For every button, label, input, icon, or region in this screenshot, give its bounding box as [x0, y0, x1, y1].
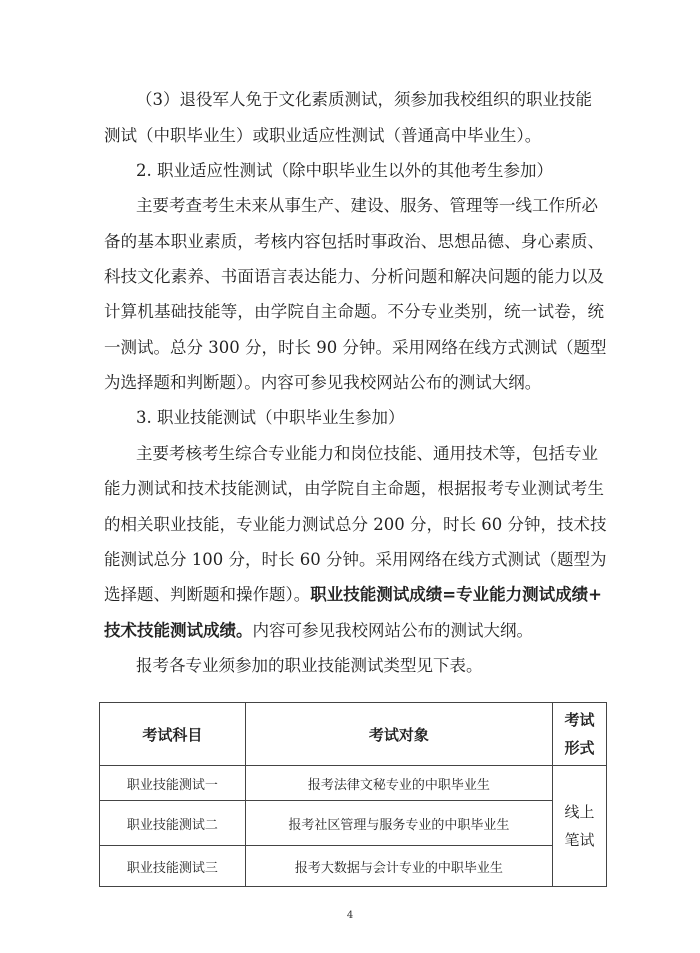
- paragraph-line: 备的基本职业素质，考核内容包括时事政治、思想品德、身心素质、: [104, 232, 604, 251]
- table-row: [100, 846, 607, 887]
- form-value-line1: 线上: [564, 803, 595, 821]
- paragraph-line: 为选择题和判断题）。内容可参见我校网站公布的测试大纲。: [104, 373, 542, 392]
- header-form-line1: 考试: [564, 711, 595, 729]
- header-subject: 考试科目: [100, 703, 246, 766]
- paragraph-line: [104, 619, 604, 643]
- exam-table: [99, 702, 607, 887]
- row-subject: 职业技能测试三: [100, 846, 246, 887]
- table-header-row: [100, 703, 607, 766]
- paragraph-line: [104, 583, 604, 607]
- paragraph-line: 能力测试和技术技能测试，由学院自主命题，根据报考专业测试考生: [104, 479, 604, 498]
- section-heading-3: 3. 职业技能测试（中职毕业生参加）: [136, 408, 405, 427]
- paragraph-line: （3）退役军人免于文化素质测试，须参加我校组织的职业技能: [136, 90, 592, 109]
- header-target: 考试对象: [245, 703, 552, 766]
- paragraph-line: 主要考查考生未来从事生产、建设、服务、管理等一线工作所必: [136, 196, 598, 215]
- paragraph-line: 的相关职业技能，专业能力测试总分 200 分，时长 60 分钟，技术技: [104, 515, 607, 534]
- bold-text: 职业技能测试成绩=专业能力测试成绩+: [310, 585, 602, 604]
- paragraph-line: 主要考核考生综合专业能力和岗位技能、通用技术等，包括专业: [136, 444, 598, 463]
- header-form-line2: 形式: [564, 739, 595, 757]
- paragraph-line: 一测试。总分 300 分，时长 90 分钟。采用网络在线方式测试（题型: [104, 338, 607, 357]
- row-target: 报考法律文秘专业的中职毕业生: [245, 766, 552, 801]
- paragraph-line: 测试（中职毕业生）或职业适应性测试（普通高中毕业生）。: [104, 126, 542, 145]
- plain-text: 内容可参见我校网站公布的测试大纲。: [252, 621, 533, 640]
- section-heading-2: 2. 职业适应性测试（除中职毕业生以外的其他考生参加）: [136, 161, 553, 180]
- row-target: 报考社区管理与服务专业的中职毕业生: [245, 801, 552, 846]
- bold-text: 技术技能测试成绩。: [104, 621, 253, 640]
- paragraph-line: 计算机基础技能等，由学院自主命题。不分专业类别，统一试卷，统: [104, 302, 604, 321]
- form-value-cell: [553, 766, 607, 887]
- table-row: [100, 766, 607, 801]
- row-subject: 职业技能测试一: [100, 766, 246, 801]
- row-subject: 职业技能测试二: [100, 801, 246, 846]
- header-form: [553, 703, 607, 766]
- table-row: [100, 801, 607, 846]
- paragraph-line: 科技文化素养、书面语言表达能力、分析问题和解决问题的能力以及: [104, 267, 604, 286]
- form-value-line2: 笔试: [564, 831, 595, 849]
- paragraph-line: 报考各专业须参加的职业技能测试类型见下表。: [136, 656, 483, 675]
- row-target: 报考大数据与会计专业的中职毕业生: [245, 846, 552, 887]
- plain-text: 选择题、判断题和操作题）。: [104, 585, 311, 604]
- page-number: 4: [346, 910, 354, 921]
- paragraph-line: 能测试总分 100 分，时长 60 分钟。采用网络在线方式测试（题型为: [104, 550, 607, 569]
